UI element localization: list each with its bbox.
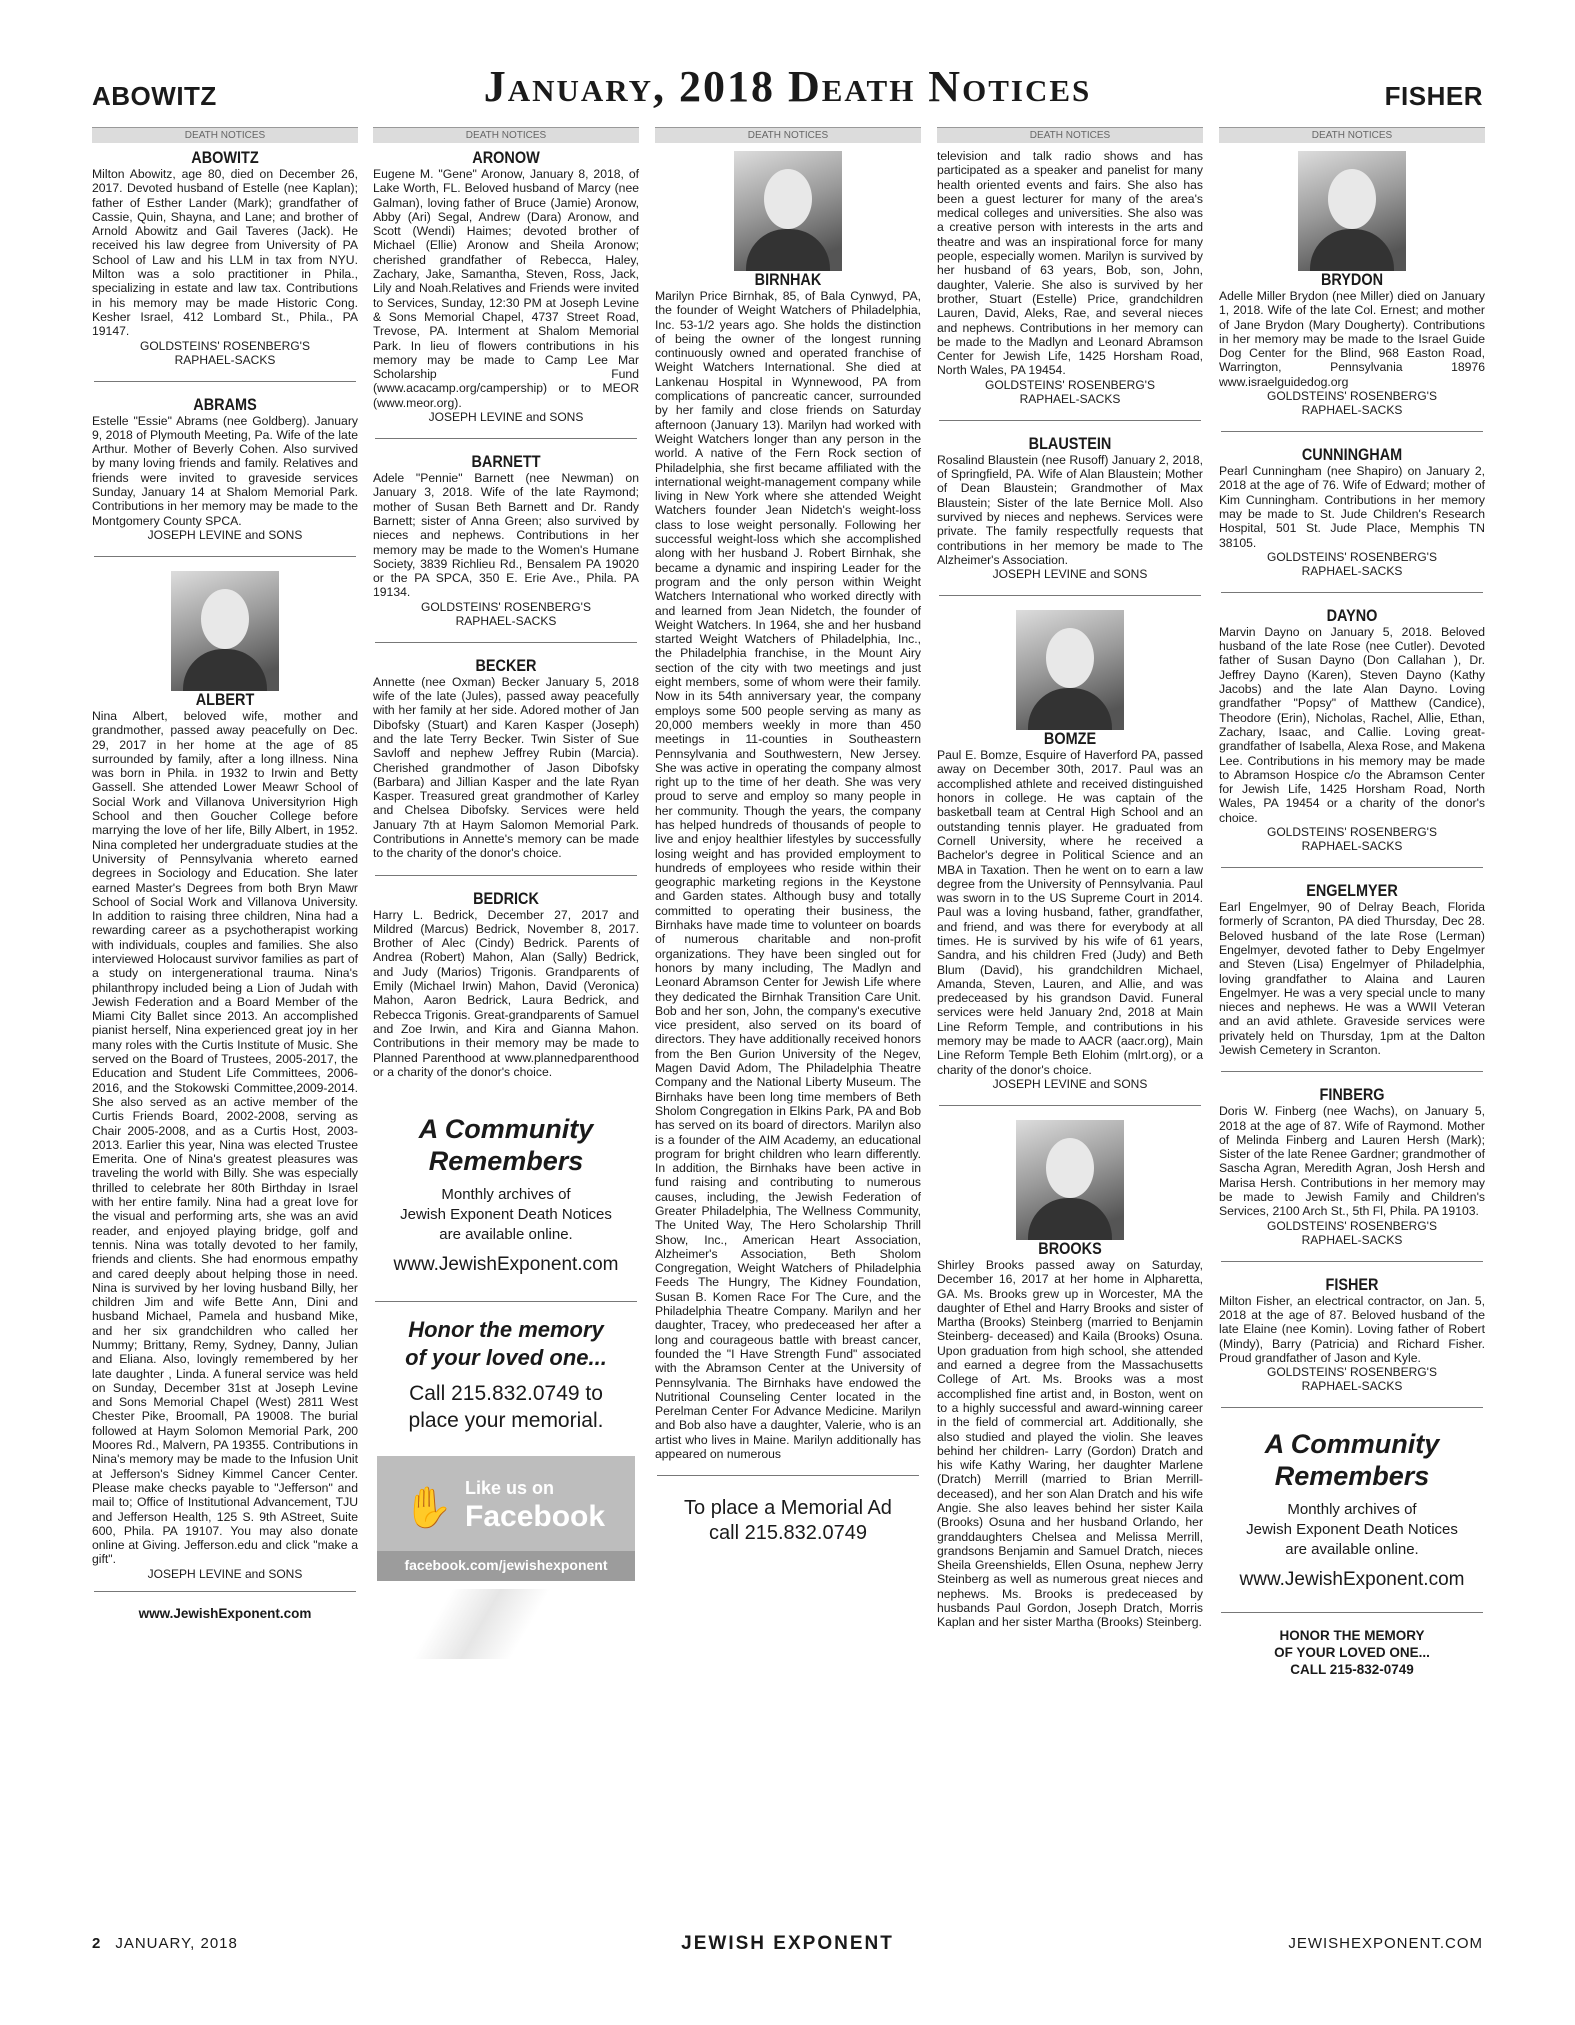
promo-line: are available online.	[1285, 1541, 1419, 1559]
funeral-home: JOSEPH LEVINE and SONS	[992, 567, 1148, 582]
call-line: Call 215.832.0749 to	[409, 1382, 603, 1406]
notice-text: Rosalind Blaustein (nee Rusoff) January 2, 2018, of Springfield, PA. Wife of Alan Blaustein; Mother of Dean Blaustein; Grandmother of Max Blaustein; Sister of the late Bernice Moll. Also survived by nieces and nephews. Services were private. The family respectfully requests that contributions in her memory be made to The Alzheimer's Association.	[937, 452, 1203, 567]
notice-albert	[92, 571, 358, 1581]
notice-blaustein	[937, 435, 1203, 581]
section-label: DEATH NOTICES	[937, 127, 1203, 143]
section-label: DEATH NOTICES	[373, 127, 639, 143]
notice-abrams	[92, 396, 358, 542]
notice-engelmyer	[1219, 882, 1485, 1057]
notice-brydon	[1219, 151, 1485, 417]
honor-line: CALL 215-832-0749	[1290, 1662, 1414, 1678]
funeral-home: GOLDSTEINS' ROSENBERG'S	[140, 338, 310, 353]
notice-becker	[373, 657, 639, 861]
notice-name: BOMZE	[1043, 729, 1097, 749]
funeral-home: GOLDSTEINS' ROSENBERG'S	[1267, 825, 1437, 840]
notice-name: BEDRICK	[473, 888, 539, 908]
portrait-photo	[171, 571, 279, 691]
notice-name: ALBERT	[195, 689, 255, 709]
notice-fisher	[1219, 1276, 1485, 1393]
notice-name: ARONOW	[472, 148, 540, 167]
promo-line: Jewish Exponent Death Notices	[1246, 1521, 1458, 1539]
header-first-name: ABOWITZ	[92, 81, 217, 111]
divider	[939, 1105, 1201, 1106]
community-remembers-ad	[1219, 1428, 1485, 1592]
header-last-name: FISHER	[1384, 81, 1483, 111]
notice-name: BECKER	[475, 655, 537, 675]
divider	[657, 1475, 919, 1476]
promo-url[interactable]: www.JewishExponent.com	[393, 1254, 619, 1276]
honor-memory-caps-ad	[1219, 1627, 1485, 1678]
promo-line: Jewish Exponent Death Notices	[400, 1206, 612, 1224]
funeral-home: RAPHAEL-SACKS	[1301, 1379, 1403, 1394]
notice-name: ABOWITZ	[191, 148, 259, 167]
promo-line: are available online.	[439, 1226, 573, 1244]
page-title: January, 2018 Death Notices	[483, 62, 1092, 111]
thumbs-up-icon: ✋	[403, 1486, 453, 1531]
star-of-david-graphic	[403, 1589, 609, 1659]
notice-name: FINBERG	[1319, 1085, 1385, 1105]
notice-text: Doris W. Finberg (nee Wachs), on January 5, 2018 at the age of 87. Wife of Raymond. Mother of Melinda Finberg and Lauren Hersh (Mark); Sister of the late Renee Gardner; grandmother of Sascha Agran, Meredith Agran, Josh Hersh and Marisa Hersh. Contributions in her memory may be made to Jewish Family and Children's Services, 2100 Arch St., 5th Fl, Phila. PA 19103.	[1219, 1104, 1485, 1219]
notice-bedrick	[373, 890, 639, 1080]
page-footer	[92, 1935, 1483, 1965]
portrait-photo	[734, 151, 842, 271]
funeral-home: RAPHAEL-SACKS	[1019, 391, 1121, 406]
promo-url[interactable]: www.JewishExponent.com	[1239, 1569, 1465, 1591]
funeral-home: GOLDSTEINS' ROSENBERG'S	[985, 377, 1155, 392]
notice-text: Estelle "Essie" Abrams (nee Goldberg). January 9, 2018 of Plymouth Meeting, Pa. Wife of the late Arthur. Mother of Beverly Cohen. Also survived by many loving friends and family. Relatives and friends were invited to graveside services Sunday, January 14 at Shalom Memorial Park. Contributions in her memory may be made to the Montgomery County SPCA.	[92, 413, 358, 528]
page-header	[92, 55, 1483, 125]
notice-aronow	[373, 149, 639, 424]
notice-text: Milton Abowitz, age 80, died on December 26, 2017. Devoted husband of Estelle (nee Kaplan); father of Esther Lander (Mark); grandfather of Cassie, Quin, Shayna, and Lane; and brother of Arnold Abowitz and Gail Taveres (Jack). He received his law degree from University of PA School of Law and his LLM in tax from NYU. Milton was a solo practitioner in Phila., specializing in estate and law tax. Contributions in his memory may be made Historic Cong. Kesher Israel, 412 Lombard St., Phila., PA 19147.	[92, 167, 358, 339]
column-3	[655, 127, 921, 1917]
funeral-home: RAPHAEL-SACKS	[1301, 1232, 1403, 1247]
divider	[1221, 1261, 1483, 1262]
footer-date: JANUARY, 2018	[115, 1935, 238, 1952]
notice-text: Marvin Dayno on January 5, 2018. Beloved husband of the late Rose (nee Cutler). Devoted father of Susan Dayno (Don Callahan ), Dr. Jeffrey Dayno (Karen), Steven Dayno (Kathy Jacobs) and the late Alan Dayno. Loving grandfather "Popsy" of Matthew (Candice), Theodore (Erin), Nicholas, Rachel, Allie, Ethan, Zachary, Isaac, and Callie. Loving great-grandfather of Isabella, Alexa Rose, and Makena Lee. Contributions in his memory may be made to Abramson Hospice c/o the Abramson Center for Jewish Life, 1425 Horsham Road, North Wales, PA 19454 or a charity of the donor's choice.	[1219, 624, 1485, 825]
funeral-home: RAPHAEL-SACKS	[1301, 839, 1403, 854]
divider	[1221, 431, 1483, 432]
notice-name: ABRAMS	[193, 394, 257, 414]
funeral-home: JOSEPH LEVINE and SONS	[147, 527, 303, 542]
divider	[939, 595, 1201, 596]
divider	[94, 556, 356, 557]
notice-text: Pearl Cunningham (nee Shapiro) on January 2, 2018 at the age of 76. Wife of Edward; mother of Kim Cunningham. Contributions in her memory may be made to St. Jude Children's Research Hospital, 501 St. Jude Place, Memphis TN 38105.	[1219, 464, 1485, 550]
notice-text: television and talk radio shows and has participated as a speaker and panelist for many health oriented events and fairs. She also has been a guest lecturer for many of the area's medical colleges and universities. She also was a creative person with interests in the arts and theatre and was an inspirational force for many people, especially women. Marilyn is survived by her husband of 63 years, Bob, son, John, daughter, Valerie. She also is survived by her brother, Stuart (Estelle) Price, grandchildren Lauren, David, Aleks, Rae, and several nieces and nephews. Contributions in her memory can be made to the Madlyn and Leonard Abramson Center for Jewish Life, 1425 Horsham Road, North Wales, PA 19454.	[937, 149, 1203, 378]
publication-name: JEWISH EXPONENT	[681, 1933, 894, 1954]
memorial-line: To place a Memorial Ad	[684, 1497, 892, 1520]
notice-name: BIRNHAK	[754, 270, 822, 289]
honor-memory-ad	[373, 1316, 639, 1434]
notice-text: Adele "Pennie" Barnett (nee Newman) on January 3, 2018. Wife of the late Raymond; mother of Susan Beth Barnett and Dr. Randy Barnett; sister of Anna Green; also survived by nieces and nephews. Contributions in her memory may be made to the Women's Humane Society, 3839 Richlieu Rd., Bensalem PA 19020 or the PA SPCA, 350 E. Erie Ave., Phila. PA 19134.	[373, 471, 639, 600]
divider	[94, 1591, 356, 1592]
notice-birnhak	[655, 151, 921, 1461]
portrait-photo	[1016, 610, 1124, 730]
notice-name: BLAUSTEIN	[1028, 433, 1112, 453]
website-link[interactable]: www.JewishExponent.com	[138, 1605, 312, 1621]
divider	[1221, 1612, 1483, 1613]
notice-name: FISHER	[1325, 1274, 1379, 1294]
notice-barnett	[373, 453, 639, 628]
portrait-photo	[1016, 1120, 1124, 1240]
facebook-ad[interactable]	[377, 1456, 635, 1581]
facebook-brand: Facebook	[465, 1500, 606, 1534]
notice-text: Milton Fisher, an electrical contractor, on Jan. 5, 2018 at the age of 87. Beloved husband of the late Elaine (nee Komin). Loving father of Robert (Mindy), Barry (Patricia) and Richard Fisher. Proud grandfather of Jason and Kyle.	[1219, 1293, 1485, 1365]
funeral-home: JOSEPH LEVINE and SONS	[428, 410, 584, 425]
column-4	[937, 127, 1203, 1917]
promo-title: A Community Remembers	[418, 1114, 594, 1177]
portrait-photo	[1298, 151, 1406, 271]
funeral-home: RAPHAEL-SACKS	[1301, 403, 1403, 418]
notice-name: DAYNO	[1326, 605, 1378, 625]
notice-name: CUNNINGHAM	[1301, 445, 1403, 465]
notice-text: Annette (nee Oxman) Becker January 5, 2018 wife of the late (Jules), passed away peacefully with her family at her side. Adored mother of Jan Dibofsky (Stuart) and Karen Kasper (Joseph) and the late Terry Becker. Twin Sister of Sue Savloff and nephew Jeffrey Rubin (Marcia). Cherished grandmother of Jason Dibofsky (Barbara) and Jillian Kasper and the late Ryan Kasper. Treasured great grandmother of Karley and Chelsea Dibofsky. Services were held January 7th at Haym Salomon Memorial Park. Contributions in Annette's memory can be made to the charity of the donor's choice.	[373, 674, 639, 861]
funeral-home: JOSEPH LEVINE and SONS	[147, 1566, 303, 1581]
promo-title: A Community Remembers	[1264, 1429, 1440, 1492]
divider	[375, 642, 637, 643]
funeral-home: GOLDSTEINS' ROSENBERG'S	[1267, 549, 1437, 564]
notice-name: BARNETT	[471, 452, 541, 472]
section-label: DEATH NOTICES	[1219, 127, 1485, 143]
funeral-home: RAPHAEL-SACKS	[1301, 563, 1403, 578]
honor-line: of your loved one...	[405, 1345, 607, 1371]
memorial-line: call 215.832.0749	[709, 1522, 867, 1545]
community-remembers-ad	[373, 1113, 639, 1277]
notice-brooks	[937, 1120, 1203, 1630]
promo-line: Monthly archives of	[1287, 1501, 1417, 1519]
honor-line: HONOR THE MEMORY	[1279, 1628, 1425, 1644]
call-line: place your memorial.	[408, 1409, 604, 1433]
notice-text: Adelle Miller Brydon (nee Miller) died on January 1, 2018. Wife of the late Col. Ernest; and mother of Jane Brydon (Mary Dougherty). Contributions in her memory may be made to the Israel Guide Dog Center for the Blind, 968 Easton Road, Warrington, Pennsylvania 18976 www.israelguidedog.org	[1219, 289, 1485, 389]
promo-line: Monthly archives of	[441, 1186, 571, 1204]
funeral-home: JOSEPH LEVINE and SONS	[992, 1076, 1148, 1091]
divider	[1221, 1407, 1483, 1408]
notice-dayno	[1219, 607, 1485, 853]
notice-text: Earl Engelmyer, 90 of Delray Beach, Florida formerly of Scranton, PA died Thursday, Dec 28. Beloved husband of the late Rose (Lerman) Engelmyer, devoted father to Deby Engelmyer and Steven (Lisa) Engelmyer of Philadelphia, loving grandfather to Alaina and Lauren Engelmyer. He was a very special uncle to many nieces and nephews. He was a WWII Veteran and an avid athlete. Graveside services were privately held on Thursday, 1pm at the Dalton Jewish Cemetery in Scranton.	[1219, 900, 1485, 1057]
facebook-link[interactable]: facebook.com/jewishexponent	[404, 1557, 608, 1574]
facebook-like-text: Like us on	[465, 1478, 555, 1499]
notice-text: Marilyn Price Birnhak, 85, of Bala Cynwyd, PA, the founder of Weight Watchers of Philadelphia, Inc. 53-1/2 years ago. She holds the distinction of being the owner of the longest running continuously owned and operated franchise of Weight Watchers International. She died at Lankenau Hospital in Wynnewood, PA from complications of pancreatic cancer, surrounded by her family and close friends on Saturday afternoon (January 13). Marilyn had worked with Weight Watchers longer than any person in the world. A native of the Fern Rock section of Philadelphia, she first became affiliated with the international weight-management company while living in New York where she attended Weight Watchers founder Jean Nidetch's weight-loss class to lose weight personally. Following her successful weight-loss which she accomplished along with her husband J. Robert Birnhak, she became a dynamic and inspiring Leader for the program and the only person within Weight Watchers International who worked directly with and learned from Jean Nidetch, the founder of Weight Watchers. In 1964, she and her husband started Weight Watchers of Philadelphia, Inc., the Philadelphia franchise, in the Mount Airy section of the city with two meetings and just eight members, some of whom were their family. Now in its 54th anniversary year, the company employs some 500 people serving as many as 20,000 members weekly in more than 450 meetings in 11-counties in Southeastern Pennsylvania and Southwestern, New Jersey. She was active in operating the company almost right up to the time of her death. She was very proud to serve and employ so many people in her community. Though the years, the company has helped hundreds of thousands of people to live and enjoy healthier lifestyles by successfully losing weight and has provided employment to hundreds of employees who reside within their geographic marketing regions in the Keystone and Garden states. Although busy and totally committed to operating their business, the Birnhaks have made time to volunteer on boards of numerous charitable and non-profit organizations. They have been singled out for honors by many including, The Madlyn and Leonard Abramson Center for Jewish Life where they dedicated the Birnhak Transition Care Unit. Bob and her son, John, the company's executive vice president, also served on its board of directors. They have additionally received honors from the Ben Gurion University of the Negev, Magen David Adom, The Philadelphia Theatre Company and the National Liberty Museum. The Birnhaks have been long time members of Beth Sholom Congregation in Elkins Park, PA and Bob has served on its board of directors. Marilyn also is a founder of the AIM Academy, an educational program for bright children who learn differently. In addition, the Birnhaks have been active in fund raising and contributing to numerous causes, including, the Jewish Federation of Greater Philadelphia, The Wellness Community, The United Way, The Hero Scholarship Thrill Show, Inc., American Heart Association, Alzheimer's Association, Beth Sholom Congregation, Weight Watchers of Philadelphia Feeds The Hungry, The Kidney Foundation, Susan B. Komen Race For The Cure, and the Philadelphia Theatre Company. Marilyn and her daughter, Tracey, who predeceased her after a long and courageous battle with breast cancer, founded the "I Have Strength Fund" associated with the Abramson Center at the University of Pennsylvania. The Birnhaks have endowed the Nutritional Counseling Center located in the Perelman Center For Advance Medicine. Marilyn and Bob also have a daughter, Valerie, who is an artist who lives in Maine. Marilyn additionally has appeared on numerous	[655, 289, 921, 1462]
divider	[94, 381, 356, 382]
column-1	[92, 127, 358, 1917]
column-2	[373, 127, 639, 1917]
funeral-home: RAPHAEL-SACKS	[455, 613, 557, 628]
divider	[939, 420, 1201, 421]
memorial-ad	[655, 1496, 921, 1546]
footer-website[interactable]: JEWISHEXPONENT.COM	[1288, 1935, 1483, 1952]
funeral-home: RAPHAEL-SACKS	[174, 352, 276, 367]
section-label: DEATH NOTICES	[655, 127, 921, 143]
notice-text: Paul E. Bomze, Esquire of Haverford PA, passed away on December 30th, 2017. Paul was an accomplished athlete and received distinguished honors in college. He was captain of the basketball team at Central High School and an outstanding tennis player. He graduated from Cornell University, where he received a Bachelor's degree in Political Science and an MBA in Taxation. Then he went on to earn a law degree from the University of Pennsylvania. Paul was sworn in to the US Supreme Court in 2014. Paul was a loving husband, father, grandfather, and friend, and was there for everybody at all times. He is survived by his wife of 61 years, Sandra, and his children Fred (Judy) and Beth Blum (David), his grandchildren Michael, Amanda, Steven, Lauren, and Allie, and was predeceased by his grandson David. Funeral services were held January 2nd, 2018 at Main Line Reform Temple, and contributions in his memory may be made to AACR (aacr.org), Main Line Reform Temple Beth Elohim (mlrt.org), or a charity of the donor's choice.	[937, 748, 1203, 1077]
notice-text: Nina Albert, beloved wife, mother and grandmother, passed away peacefully on Dec. 29, 2017 in her home at the age of 85 surrounded by family, after a long illness. Nina was born in Phila. in 1932 to Irwin and Betty Gassell. She attended Lower Meawr School of Social Work and Villanova Universityrion High School and then Goucher College before marrying the love of her life, Billy Albert, in 1952. Nina completed her undergraduate studies at the University of Pennsylvania whereto earned degrees in Sociology and Education. She later earned Master's Degrees from both Bryn Mawr School of Social Work and Villanova University. In addition to raising three children, Nina had a rewarding career as a psychotherapist working with individuals, couples and families. She also interviewed Holocaust survivor families as part of a study on intergenerational trauma. Nina's philanthropy included being a Lion of Judah with Jewish Federation and a Board Member of the Miami City Ballet since 2013. An accomplished pianist herself, Nina experienced great joy in her many roles with the Curtis Institute of Music. She served on the Board of Trustees, 2005-2017, the Education and Student Life Committees, 2006-2016, and the Stokowski Committee,2009-2014. She also served as an active member of the Curtis Friends Board, 2002-2008, serving as Chair 2005-2008, and as a Curtis Host, 2003-2013. Earlier this year, Nina was elected Trustee Emerita. One of Nina's greatest pleasures was traveling the world with Billy. She was especially thrilled to celebrate her 80th Birthday in Israel with her entire family. Nina had a great love for the visual and performing arts, she was an avid reader, and enjoyed playing bridge, golf and tennis. Nina was totally devoted to her family, friends and clients. She had enormous empathy and cared deeply about helping those in need. Nina is survived by her loving husband Billy, her children Jim and wife Bette Ann, Dini and husband Michael, Pamela and husband Mike, and her six grandchildren who called her Nummy; Brittany, Remy, Sydney, Danny, Julian and Eliana. Also, lovingly remembered by her late daughter , Linda. A funeral service was held on Sunday, December 31st at Joseph Levine and Sons Memorial Chapel (West) 2811 West Chester Pike, Broomall, PA 19008. The burial followed at Haym Solomon Memorial Park, 200 Moores Rd., Malvern, PA 19355. Contributions in Nina's memory may be made to the Infusion Unit at Jefferson's Sidney Kimmel Cancer Center. Please make checks payable to "Jefferson" and mail to; Office of Institutional Advancement, TJU and Jefferson Health, 125 S. 9th AStreet, Suite 600, Phila. PA 19107. You may also donate online at Giving. Jefferson.edu and click "make a gift".	[92, 708, 358, 1567]
notice-columns	[92, 127, 1485, 1917]
section-label: DEATH NOTICES	[92, 127, 358, 143]
notice-text: Harry L. Bedrick, December 27, 2017 and Mildred (Marcus) Bedrick, November 8, 2017. Brother of Alec (Cindy) Bedrick. Parents of Andrea (Robert) Mahon, Alan (Sally) Bedrick, and Judy (Marios) Trigonis. Grandparents of Emily (Michael Irwin) Mahon, David (Veronica) Mahon, Aaron Bedrick, Laura Bedrick, and Rebecca Trigonis. Great-grandparents of Samuel and Zoe Irwin, and Kira and Gianna Mahon. Contributions in their memory may be made to Planned Parenthood at www.plannedparenthood or a charity of the donor's choice.	[373, 907, 639, 1079]
funeral-home: GOLDSTEINS' ROSENBERG'S	[421, 599, 591, 614]
notice-name: BROOKS	[1038, 1238, 1102, 1258]
divider	[1221, 592, 1483, 593]
funeral-home: GOLDSTEINS' ROSENBERG'S	[1267, 389, 1437, 404]
notice-name: BRYDON	[1320, 270, 1384, 289]
funeral-home: GOLDSTEINS' ROSENBERG'S	[1267, 1365, 1437, 1380]
notice-cunningham	[1219, 446, 1485, 578]
divider	[375, 1301, 637, 1302]
notice-text: Eugene M. "Gene" Aronow, January 8, 2018, of Lake Worth, FL. Beloved husband of Marcy (nee Galman), loving father of Bruce (Jamie) Aronow, Abby (Ari) Segal, Andrew (Dara) Aronow, and Scott (Wendi) Haimes; devoted brother of Michael (Ellie) Aronow and Sheila Aronow; cherished grandfather of Rebecca, Haley, Zachary, Jake, Samantha, Steven, Ross, Jack, Lily and Noah.Relatives and Friends were invited to Services, Sunday, 12:30 PM at Joseph Levine & Sons Memorial Chapel, 4737 Street Road, Trevose, PA. Interment at Shalom Memorial Park. In lieu of flowers contributions in his memory may be made to Camp Lee Mar Scholarship Fund (www.acacamp.org/campership) or to MEOR (www.meor.org).	[373, 167, 639, 410]
divider	[375, 875, 637, 876]
divider	[375, 438, 637, 439]
notice-birnhak-continued	[937, 149, 1203, 406]
column-5	[1219, 127, 1485, 1917]
honor-line: OF YOUR LOVED ONE...	[1274, 1645, 1430, 1661]
funeral-home: GOLDSTEINS' ROSENBERG'S	[1267, 1218, 1437, 1233]
honor-line: Honor the memory	[408, 1317, 604, 1343]
notice-text: Shirley Brooks passed away on Saturday, December 16, 2017 at her home in Alpharetta, GA. Ms. Brooks grew up in Worcester, MA the daughter of Ethel and Harry Brooks and sister of Martha (Brooks) Steinberg (married to Benjamin Steinberg- deceased) and Kaila (Brooks) Osuna. Upon graduation from high school, she attended and earned a degree from the Massachusetts College of Art. Ms. Brooks was a most accomplished fine artist and, in Boston, went on to a highly successful and award-winning career in the field of commercial art. Additionally, she also studied and played the violin. She leaves behind her children- Larry (Gordon) Dratch and his wife Kathy Waring, her daughter Marlene (Dratch) Merrill (married to Brian Merrill- deceased), and her son Alan Dratch and his wife Angie. She also leaves behind her sister Kaila (Brooks) Osuna and her husband Orlando, her granddaughters Chelsea and Melissa Merrill, grandsons Benjamin and Samuel Dratch, nieces Sheila Greenshields, Ellen Osuna, nephew Jerry Steinberg as well as numerous great nieces and nephews. Ms. Brooks is predeceased by husbands Paul Gordon, Joseph Dratch, Morris Kaplan and her sister Martha (Brooks) Steinberg.	[937, 1257, 1203, 1630]
page-number: 2	[92, 1935, 102, 1952]
divider	[1221, 1071, 1483, 1072]
notice-finberg	[1219, 1086, 1485, 1246]
divider	[1221, 867, 1483, 868]
notice-bomze	[937, 610, 1203, 1091]
notice-abowitz	[92, 149, 358, 367]
notice-name: ENGELMYER	[1306, 881, 1398, 901]
